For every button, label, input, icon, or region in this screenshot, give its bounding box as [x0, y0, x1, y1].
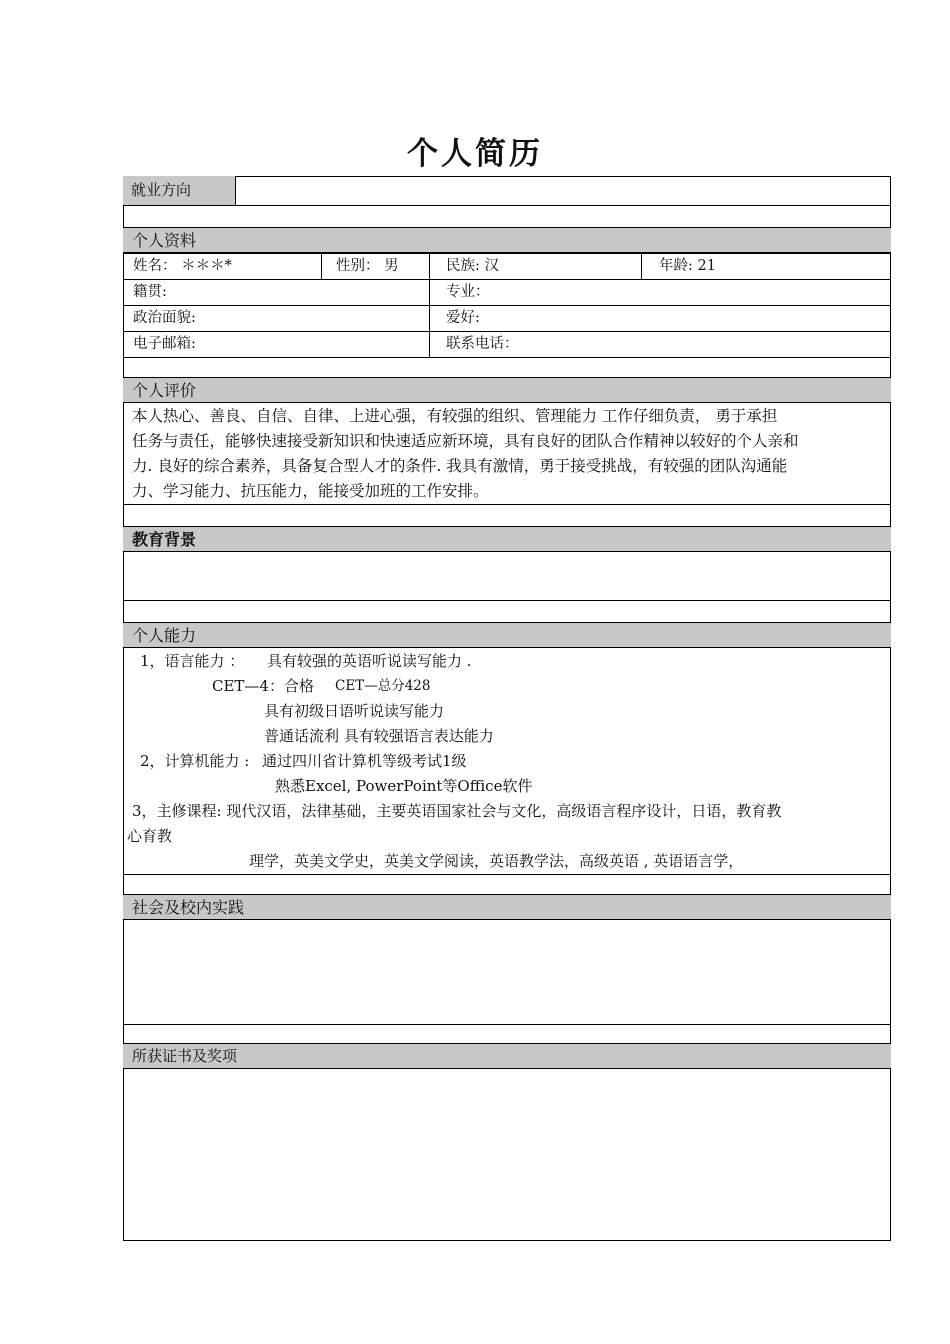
computer-skill-title: 2，计算机能力 : [140, 752, 250, 770]
japanese-skill: 具有初级日语听说读写能力 [264, 702, 445, 720]
spacer-row [123, 357, 891, 377]
spacer-row [123, 1024, 891, 1043]
courses-line: 心育教 [127, 827, 173, 845]
info-row-2 [123, 279, 891, 305]
education-body [123, 552, 891, 600]
job-direction-row [123, 176, 891, 205]
age-field: 年龄: 21 [659, 258, 716, 274]
divider [429, 332, 430, 357]
gender-field: 性别： 男 [336, 258, 399, 274]
practice-heading: 社会及校内实践 [123, 894, 891, 920]
cet-score: CET—总分428 [335, 678, 431, 694]
divider [641, 254, 642, 279]
political-status-field: 政治面貌: [133, 310, 196, 326]
spacer-row [123, 874, 891, 894]
evaluation-line: 力. 良好的综合素养，具备复合型人才的条件. 我具有激情，勇于接受挑战，有较强的团队沟通能 [132, 457, 788, 475]
job-direction-label: 就业方向 [123, 176, 235, 205]
evaluation-line: 力、学习能力、抗压能力，能接受加班的工作安排。 [132, 482, 489, 500]
divider [429, 280, 430, 305]
page-title: 个人简历 [407, 136, 543, 172]
spacer-row [123, 504, 891, 526]
evaluation-body [123, 403, 891, 504]
practice-body [123, 920, 891, 1024]
cet-label: CET—4：合格 [212, 677, 314, 695]
major-field: 专业： [446, 284, 490, 300]
native-place-field: 籍贯: [133, 284, 167, 300]
info-row-1 [123, 253, 891, 279]
email-field: 电子邮箱: [133, 336, 196, 352]
language-skill-desc: 具有较强的英语听说读写能力 . [267, 652, 472, 670]
skills-body [123, 648, 891, 874]
ethnicity-field: 民族: 汉 [446, 258, 499, 274]
name-field: 姓名： ＊＊＊* [133, 258, 232, 274]
evaluation-line: 本人热心、善良、自信、自律、上进心强，有较强的组织、管理能力 工作仔细负责， 勇于承担 [132, 407, 778, 425]
divider [429, 254, 430, 279]
language-skill-title: 1，语言能力 ： [140, 652, 245, 670]
awards-body [123, 1069, 891, 1241]
courses-line: 3，主修课程: 现代汉语，法律基础，主要英语国家社会与文化，高级语言程序设计，日语，教育教 [132, 802, 782, 820]
mandarin-skill: 普通话流利 具有较强语言表达能力 [264, 727, 494, 745]
awards-heading: 所获证书及奖项 [123, 1043, 891, 1069]
skills-heading: 个人能力 [123, 622, 891, 648]
computer-skill-desc: 通过四川省计算机等级考试1级 [262, 752, 467, 770]
office-skill: 熟悉Excel, PowerPoint等Office软件 [275, 777, 533, 795]
divider [321, 254, 322, 279]
courses-line: 理学，英美文学史，英美文学阅读，英语教学法，高级英语 , 英语语言学， [249, 852, 744, 870]
spacer-row [123, 205, 891, 227]
evaluation-heading: 个人评价 [123, 377, 891, 403]
job-direction-value [236, 176, 246, 205]
info-row-3 [123, 305, 891, 331]
divider [429, 306, 430, 331]
spacer-row [123, 600, 891, 622]
education-heading: 教育背景 [123, 526, 891, 552]
info-row-4 [123, 331, 891, 357]
hobbies-field: 爱好: [446, 310, 480, 326]
phone-field: 联系电话： [446, 336, 519, 352]
evaluation-line: 任务与责任，能够快速接受新知识和快速适应新环境，具有良好的团队合作精神以较好的个人亲和 [132, 432, 799, 450]
personal-info-heading: 个人资料 [123, 227, 891, 253]
